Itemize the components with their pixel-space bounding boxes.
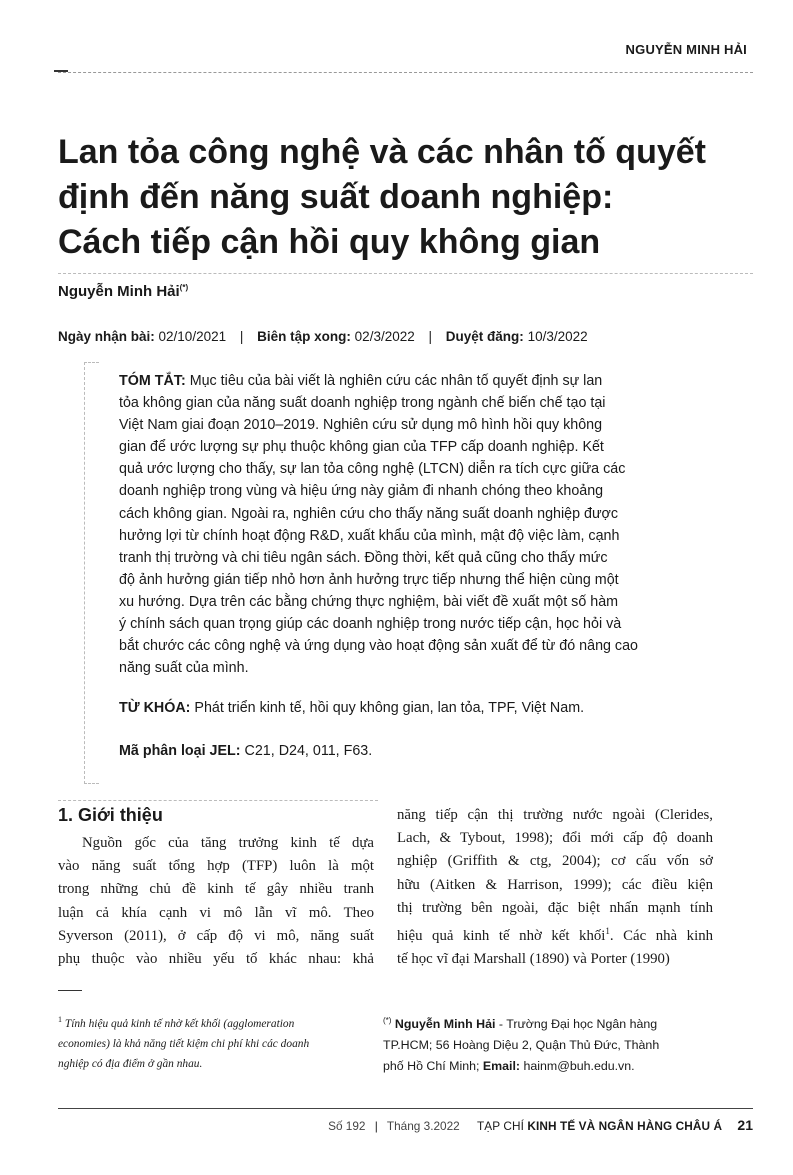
- footnote-rule: [58, 990, 82, 991]
- date-separator: |: [428, 329, 433, 344]
- body-line: nghiệp (Griffith & ctg, 2004); cơ cấu vốn sở: [397, 853, 713, 870]
- author-name: Nguyễn Minh Hải: [58, 283, 180, 300]
- abstract-line: độ ảnh hưởng gián tiếp nhỏ hơn ảnh hưởng trực tiếp nhưng thể hiện cùng một: [119, 571, 619, 588]
- author-marker: (*): [179, 283, 189, 292]
- abstract-line: tỏa không gian của năng suất doanh nghiệp trong ngành chế biến chế tạo tại: [119, 395, 606, 412]
- edited-date: 02/3/2022: [354, 329, 415, 344]
- abstract: [119, 370, 719, 679]
- running-head: NGUYỄN MINH HẢI: [625, 42, 747, 57]
- abstract-line: Việt Nam giai đoạn 2010–2019. Nghiên cứu sử dụng mô hình hồi quy không: [119, 417, 603, 434]
- journal-name-prefix: TẠP CHÍ: [477, 1119, 528, 1133]
- keywords-text: Phát triển kinh tế, hồi quy không gian, lan tỏa, TPF, Việt Nam.: [194, 700, 585, 716]
- approved-date: 10/3/2022: [527, 329, 588, 344]
- body-line: phụ thuộc vào nhiều yếu tố khác nhau: khả: [58, 951, 374, 968]
- body-line: Syverson (2011), ở cấp độ vi mô, năng suất: [58, 927, 374, 944]
- footnote-line: nghiệp có địa điểm ở gần nhau.: [58, 1057, 203, 1070]
- received-date: 02/10/2021: [158, 329, 227, 344]
- article-dates: [58, 329, 588, 344]
- abstract-line: bắt chước các công nghệ và ứng dụng vào hoạt động sản xuất để từ đó nâng cao: [119, 638, 638, 655]
- footnote-marker: 1: [58, 1015, 62, 1024]
- body-line: Lach, & Tybout, 1998); đổi mới cấp độ doanh: [397, 830, 713, 847]
- affiliation-marker: (*): [383, 1016, 392, 1025]
- author-line: [58, 283, 188, 300]
- body-line: [397, 920, 713, 948]
- email-address: hainm@buh.edu.vn.: [520, 1059, 635, 1074]
- footer-rule: [58, 1108, 753, 1109]
- body-line: tế học vĩ đại Marshall (1890) và Porter (1990): [397, 951, 670, 968]
- jel-label: Mã phân loại JEL:: [119, 743, 241, 759]
- abstract-bracket: [84, 362, 99, 784]
- abstract-line: tranh thị trường và chi tiêu ngân sách. Đồng thời, kết quả cũng cho thấy mức: [119, 549, 608, 566]
- header-rule: [58, 72, 753, 73]
- affiliation-text: phố Hồ Chí Minh;: [383, 1059, 483, 1074]
- jel-codes: [119, 743, 372, 759]
- footnote-left: [58, 1010, 376, 1074]
- body-line: luận cả khía cạnh vi mô lẫn vĩ mô. Theo: [58, 904, 374, 921]
- title-line: định đến năng suất doanh nghiệp:: [58, 178, 614, 216]
- abstract-label: TÓM TẮT:: [119, 373, 186, 389]
- abstract-line: năng suất của mình.: [119, 660, 249, 677]
- abstract-line: cách không gian. Ngoài ra, nghiên cứu cho thấy năng suất doanh nghiệp được: [119, 505, 619, 522]
- article-title: [58, 130, 748, 265]
- affiliation-text: - Trường Đại học Ngân hàng: [495, 1017, 658, 1032]
- affiliation-text: TP.HCM; 56 Hoàng Diệu 2, Quận Thủ Đức, Thành: [383, 1038, 660, 1053]
- body-text: hiệu quả kinh tế nhờ kết khối: [397, 927, 606, 944]
- abstract-line: hưởng lợi từ chính hoạt động R&D, xuất khẩu của mình, mật độ việc làm, cạnh: [119, 527, 620, 544]
- body-line: hữu (Aitken & Harrison, 1999); các điều kiện: [397, 876, 713, 893]
- footnote-line: Tính hiệu quả kinh tế nhờ kết khối (agglomeration: [64, 1017, 295, 1030]
- issue-number: Số 192: [328, 1119, 366, 1133]
- body-line: Nguồn gốc của tăng trưởng kinh tế dựa: [82, 835, 374, 851]
- section-heading: 1. Giới thiệu: [58, 805, 163, 825]
- abstract-line: quả ước lượng cho thấy, sự lan tỏa công nghệ (LTCN) diễn ra tích cực giữa các: [119, 461, 626, 478]
- edited-label: Biên tập xong:: [257, 329, 351, 344]
- body-column-left: [58, 832, 374, 971]
- abstract-line: Mục tiêu của bài viết là nghiên cứu các nhân tố quyết định sự lan: [189, 373, 603, 389]
- page-footer: [328, 1117, 753, 1133]
- abstract-line: ý chính sách quan trọng giúp các doanh nghiệp trong nước tiếp cận, học hỏi và: [119, 616, 622, 633]
- abstract-line: doanh nghiệp trong vùng và hiệu ứng này giảm đi nhanh chóng theo khoảng: [119, 483, 604, 500]
- affiliation-name: Nguyễn Minh Hải: [394, 1017, 496, 1032]
- body-line: năng tiếp cận thị trường nước ngoài (Clerides,: [397, 807, 713, 823]
- page-number: 21: [737, 1117, 753, 1133]
- email-label: Email:: [482, 1059, 521, 1074]
- journal-name: KINH TẾ VÀ NGÂN HÀNG CHÂU Á: [527, 1119, 723, 1133]
- abstract-line: xu hướng. Dựa trên các bằng chứng thực nghiệm, bài viết đề xuất một số hàm: [119, 593, 619, 610]
- title-rule: [58, 273, 753, 274]
- abstract-line: gian để ước lượng sự phụ thuộc không gian của TFP cấp doanh nghiệp. Kết: [119, 439, 604, 456]
- approved-label: Duyệt đăng:: [445, 329, 524, 344]
- body-column-right: [397, 804, 713, 971]
- author-affiliation-note: [383, 1010, 715, 1077]
- keywords: [119, 700, 584, 716]
- body-line: trong những chủ đề kinh tế gây nhiều tranh: [58, 881, 374, 898]
- title-line: Lan tỏa công nghệ và các nhân tố quyết: [58, 133, 706, 171]
- title-line: Cách tiếp cận hồi quy không gian: [58, 223, 601, 261]
- footer-separator: |: [374, 1119, 378, 1133]
- footnote-ref: 1: [605, 926, 610, 937]
- body-text: . Các nhà kinh: [609, 927, 713, 944]
- jel-text: C21, D24, 011, F63.: [244, 743, 373, 759]
- section-rule: [58, 800, 378, 801]
- issue-month: Tháng 3.2022: [386, 1119, 460, 1133]
- date-separator: |: [239, 329, 244, 344]
- keywords-label: TỪ KHÓA:: [119, 700, 191, 716]
- received-label: Ngày nhận bài:: [58, 329, 155, 344]
- footnote-line: economies) là khả năng tiết kiệm chi phí khi các doanh: [58, 1037, 310, 1050]
- body-line: vào năng suất tổng hợp (TFP) luôn là một: [58, 858, 374, 875]
- body-line: thị trường bên ngoài, đặc biệt nhấn mạnh tính: [397, 899, 713, 916]
